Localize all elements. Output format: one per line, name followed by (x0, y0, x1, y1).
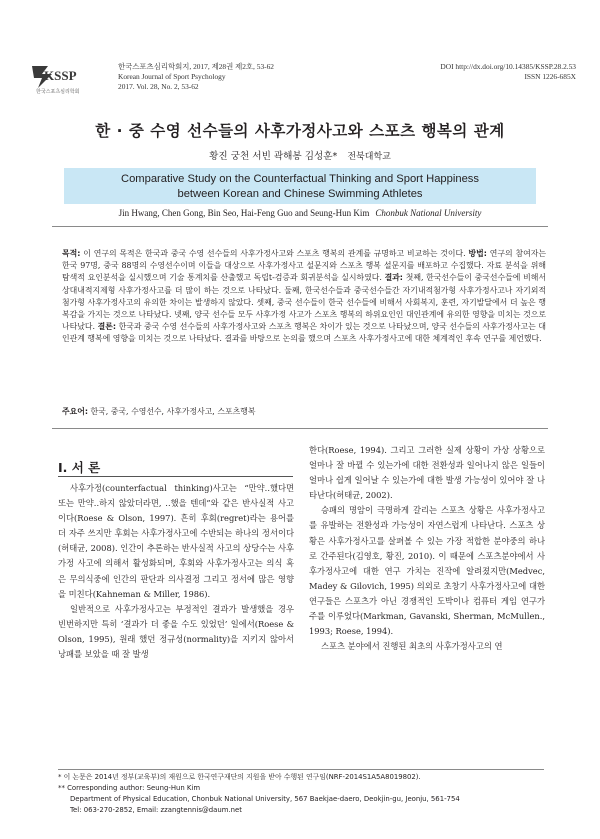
authors-en (0, 208, 600, 218)
section-heading-rule (58, 476, 293, 477)
footnote-funding: * 이 논문은 2014년 정부(교육부)의 재원으로 한국연구재단의 지원을 받아 수행된 연구임(NRF-2014S1A5A8019802). (58, 773, 421, 781)
section-heading-introduction: I. 서 론 (58, 460, 101, 475)
footnote-address: Department of Physical Education, Chonbuk National University, 567 Baekjae-daero, Deokjin-gu, Jeonju, 561-754 (70, 795, 460, 803)
doi-link[interactable]: DOI http://dx.doi.org/10.14385/KSSP.28.2.53 (440, 62, 576, 71)
abstract (62, 248, 546, 346)
keywords-text: 한국, 중국, 수영선수, 사후가정사고, 스포츠행복 (90, 407, 256, 416)
purpose-text: 이 연구의 목적은 한국과 중국 수영 선수들의 사후가정사고와 스포츠 행복의 관계를 규명하고 비교하는 것이다. (83, 249, 466, 258)
kssp-logo-icon (28, 62, 88, 96)
paragraph: 승패의 명암이 극명하게 갈리는 스포츠 상황은 사후가정사고를 유발하는 전환성과 가능성이 자연스럽게 나타난다. 스포츠 상황은 사후가정사고를 살펴볼 수 있는 가장 적합한 분야중의 하나로 간주된다(김영호, 황진, 2010). 이 때문에 스포츠분야에서 사후가정사고에 대한 연구 가치는 진작에 알려졌지만(Medvec, Madey & Gilovich, 1995) 의외로 초창기 사후가정사고에 대한 연구들은 스포츠가 아닌 경쟁적인 도박이나 컴퓨터 게임 연구가 주를 이루었다(Markman, Gavanski, Sherman, McMullen., 1993; Roese, 1994). (309, 505, 545, 637)
journal-volume: 2017. Vol. 28, No. 2, 53-62 (118, 82, 199, 91)
journal-logo (28, 62, 88, 96)
body-column-right (309, 443, 545, 654)
abstract-bottom-rule (52, 428, 548, 429)
paragraph: 한다(Roese, 1994). 그리고 그러한 실제 상황이 가상 상황으로 얼마나 잘 바뀔 수 있는가에 대한 전환성과 일어나지 않은 일들이 얼마나 쉽게 일어날 수 있는가에 대한 발생 가능성이 있어야 잘 나타난다(허태균, 2002). (309, 445, 545, 501)
svg-text:한국스포츠심리학회: 한국스포츠심리학회 (36, 89, 80, 95)
paragraph: 사후가정(counterfactual thinking)사고는 “만약..했다면 또는 만약..하지 않았더라면, ..했을 텐데”와 같은 반사실적 사고이다(Roese & Olson, 1997). 흔히 후회(regret)라는 용어를 더 자주 쓰지만 후회는 사후가정사고에 수반되는 하나의 정서이다(허태균, 2008). 인간이 추론하는 반사실적 사고의 상당수는 사후가정 사고에 의해서 활성화되며, 후회와 사후가정사고는 의식 혹은 무의식중에 인간의 판단과 의사결정 그리고 정서에 많은 영향을 미친다(Kahneman & Miller, 1986). (58, 483, 294, 599)
journal-name-ko: 한국스포츠심리학회지, 2017, 제28권 제2호, 53-62 (118, 62, 274, 71)
body-column-left (58, 481, 294, 662)
journal-name-en: Korean Journal of Sport Psychology (118, 72, 226, 81)
journal-header (28, 62, 576, 96)
conclusion-label: 결론: (97, 322, 116, 332)
paper-title-ko: 한 · 중 수영 선수들의 사후가정사고와 스포츠 행복의 관계 (95, 122, 505, 140)
journal-citation (118, 62, 274, 92)
method-text: 연구의 참여자는 한국 97명, 중국 88명의 수영선수이며 이들을 대상으로 사후가정사고 설문지와 스포츠 행복 설문지를 배포하고 수집했다. 자료 분석을 위해 탐색적 요인분석을 실시했으며 기술 통계치를 산출했고 독립t-검증과 회귀분석을 실시하였다. (62, 249, 546, 283)
conclusion-text: 한국과 중국 수영 선수들의 사후가정사고와 스포츠 행복은 차이가 있는 것으로 나타났으며, 양국 선수들의 사후가정사고는 대인관계 행복에 영향을 미치는 것으로 나타났다. 결과를 바탕으로 논의를 했으며 스포츠 사후가정사고에 대한 체계적인 후속 연구를 제언했다. (62, 322, 546, 344)
result-text: 첫째, 한국선수들이 중국선수들에 비해서 상대내적지제형 사후가정사고를 더 많이 하는 것으로 나타났다. 둘째, 한국선수들과 중국선수들간 자기내적첨가형 사후가정사고나 자기외적첨가형 사후가정사고의 유의한 차이는 발생하지 않았다. 셋째, 중국 선수들이 한국 선수들에 비해서 사회복지, 훈련, 자기발달에서 더 높은 행복감을 가지는 것으로 나타났다. 넷째, 양국 선수들 모두 사후가정 사고가 스포츠 행복의 하위요인인 대인관계에 유의한 영향을 미치는 것으로 나타났다. (62, 273, 546, 332)
footnote-correspondence: ** Corresponding author: Seung-Hun Kim (58, 784, 201, 792)
issn: ISSN 1226-685X (524, 72, 576, 81)
affiliation-ko: 전북대학교 (347, 152, 391, 162)
doi-block (440, 62, 576, 82)
title-en-line-2: between Korean and Chinese Swimming Athletes (177, 188, 423, 200)
affiliation-en: Chonbuk National University (375, 208, 482, 218)
svg-text:KSSP: KSSP (44, 68, 77, 83)
result-label: 결과: (384, 273, 403, 283)
footnote-rule (58, 769, 544, 770)
paragraph: 스포츠 분야에서 진행된 최초의 사후가정사고의 연 (321, 641, 503, 652)
author-names-en: Jin Hwang, Chen Gong, Bin Seo, Hai-Feng Guo and Seung-Hun Kim (118, 208, 370, 218)
paragraph: 일반적으로 사후가정사고는 부정적인 결과가 발생했을 경우 빈번하지만 특히 ‘결과가 더 좋을 수도 있었던’ 일에서(Roese & Olson, 1995), 원래 했던 정규성(normality)을 지키지 않아서 낭패를 보았을 때 잘 발생 (58, 603, 294, 660)
footnote-contact: Tel: 063-270-2852, Email: zzangtennis@daum.net (70, 806, 242, 814)
footnotes (58, 772, 548, 816)
keywords-label: 주요어: (62, 407, 89, 416)
method-label: 방법: (468, 249, 487, 258)
author-names-ko: 황진 궁천 서빈 곽해봉 김성훈* (209, 151, 338, 162)
abstract-top-rule (52, 226, 548, 227)
paper-title-en (0, 172, 600, 202)
authors-ko (0, 148, 600, 162)
purpose-label: 목적: (62, 249, 81, 258)
title-en-line-1: Comparative Study on the Counterfactual Thinking and Sport Happiness (120, 173, 479, 185)
keywords (62, 406, 546, 418)
